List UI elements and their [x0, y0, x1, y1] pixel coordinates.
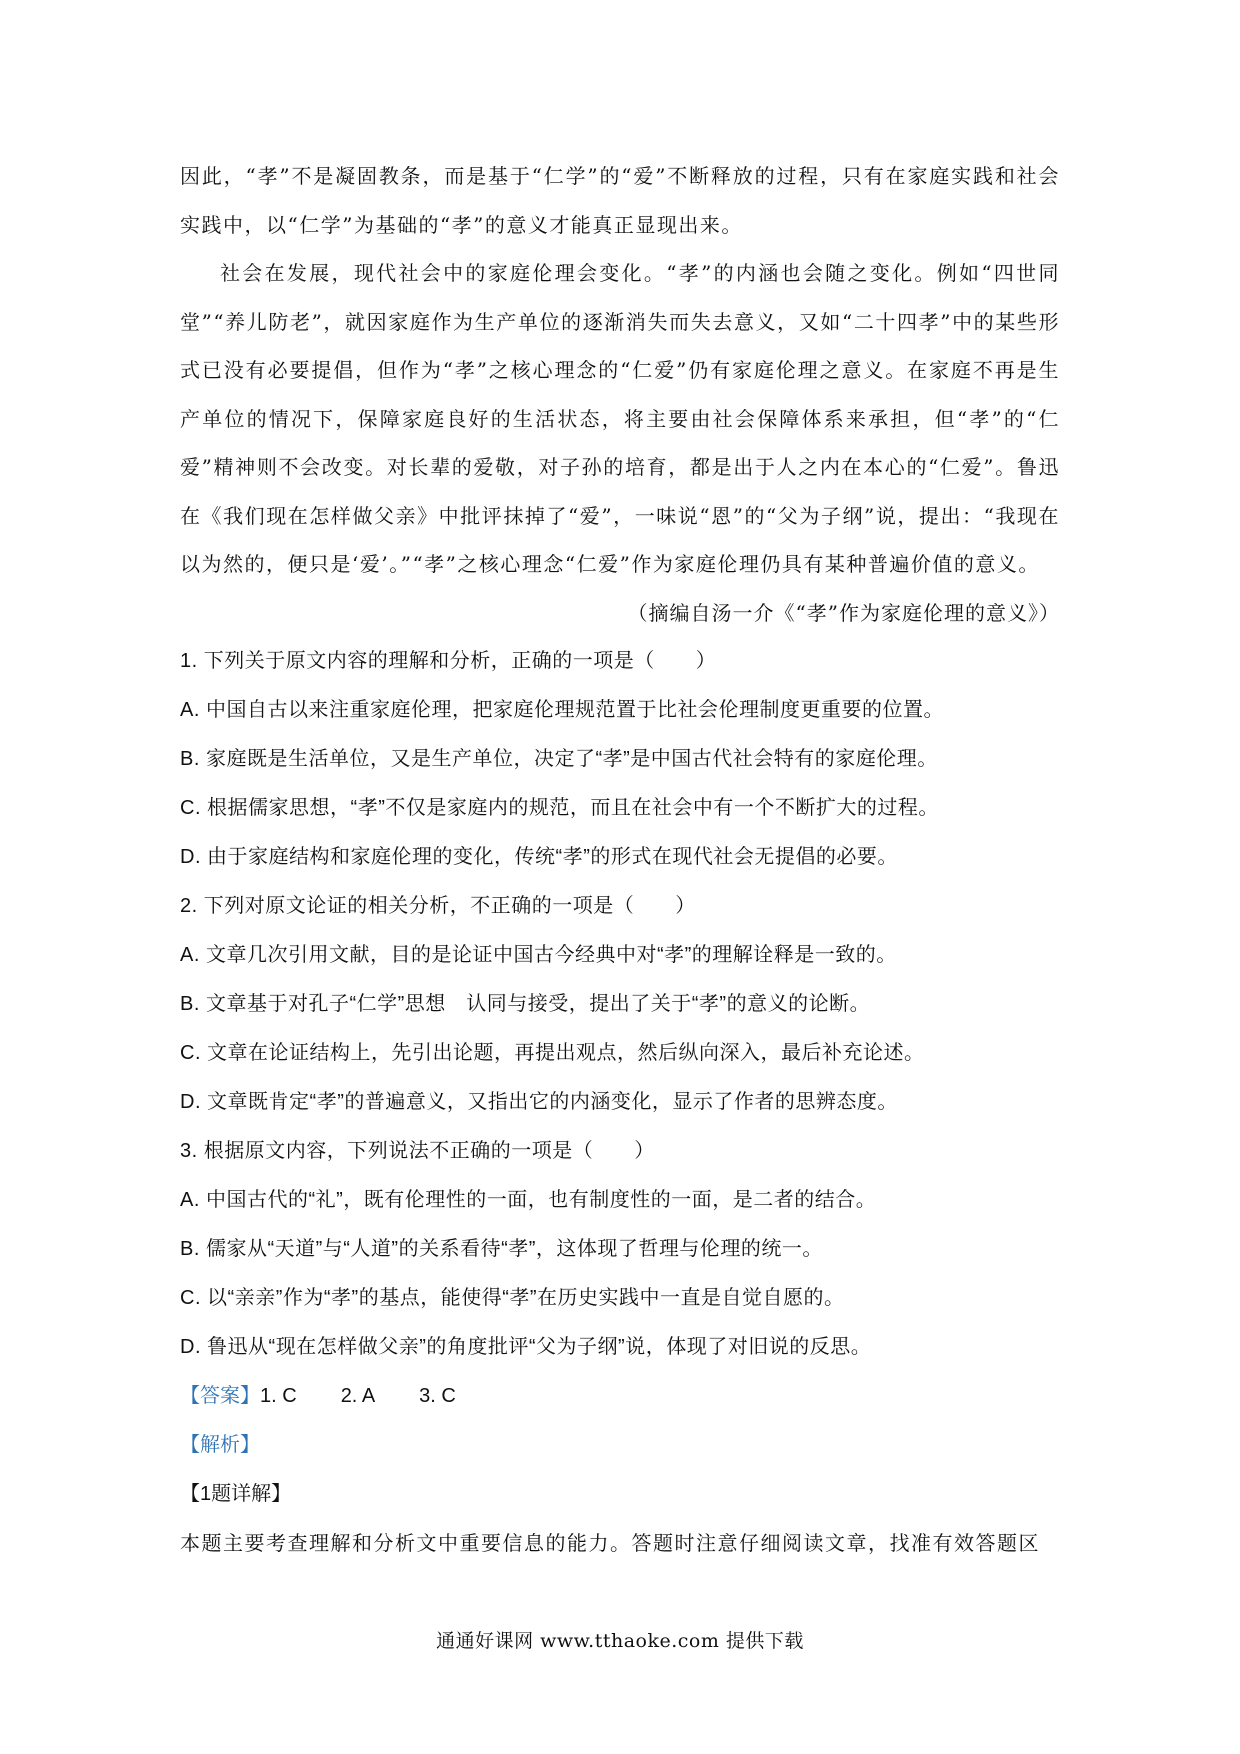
option-d: D. 鲁迅从“现在怎样做父亲”的角度批评“父为子纲”说，体现了对旧说的反思。: [180, 1336, 872, 1358]
option-b: B. 家庭既是生活单位，又是生产单位，决定了“孝”是中国古代社会特有的家庭伦理。: [180, 748, 938, 770]
answer-item-1: 1. C: [260, 1385, 297, 1407]
option-d: D. 文章既肯定“孝”的普遍意义，又指出它的内涵变化，显示了作者的思辨态度。: [180, 1091, 898, 1113]
passage-paragraph-1: 因此，“孝”不是凝固教条，而是基于“仁学”的“爱”不断释放的过程，只有在家庭实践和社会实践中，以“仁学”为基础的“孝”的意义才能真正显现出来。: [180, 164, 1060, 237]
answer-label: 【答案】: [180, 1385, 260, 1407]
detail-text: 本题主要考查理解和分析文中重要信息的能力。答题时注意仔细阅读文章，找准有效答题区: [180, 1531, 1040, 1555]
question-2: [180, 882, 1060, 1127]
page-footer: 通通好课网 www.tthaoke.com 提供下载: [436, 1630, 804, 1652]
option-b: B. 文章基于对孔子“仁学”思想 认同与接受，提出了关于“孝”的意义的论断。: [180, 993, 871, 1015]
passage-paragraph-2: 社会在发展，现代社会中的家庭伦理会变化。“孝”的内涵也会随之变化。例如“四世同堂”“养儿防老”，就因家庭作为生产单位的逐渐消失而失去意义，又如“二十四孝”中的某些形式已没有必要提倡，但作为“孝”之核心理念的“仁爱”仍有家庭伦理之意义。在家庭不再是生产单位的情况下，保障家庭良好的生活状态，将主要由社会保障体系来承担，但“孝”的“仁爱”精神则不会改变。对长辈的爱敬，对子孙的培育，都是出于人之内在本心的“仁爱”。鲁迅在《我们现在怎样做父亲》中批评抹掉了“爱”，一味说“恩”的“父为子纲”说，提出：“我现在以为然的，便只是‘爱’。”“孝”之核心理念“仁爱”作为家庭伦理仍具有某种普遍价值的意义。: [180, 261, 1060, 576]
detail-heading: 【1题详解】: [180, 1483, 292, 1505]
option-c: C. 文章在论证结构上，先引出论题，再提出观点，然后纵向深入，最后补充论述。: [180, 1042, 925, 1064]
question-stem: 3. 根据原文内容，下列说法不正确的一项是（ ）: [180, 1140, 655, 1162]
option-c: C. 根据儒家思想，“孝”不仅是家庭内的规范，而且在社会中有一个不断扩大的过程。: [180, 797, 939, 819]
analysis-label: 【解析】: [180, 1434, 260, 1456]
question-3: [180, 1127, 1060, 1372]
option-a: A. 中国自古以来注重家庭伦理，把家庭伦理规范置于比社会伦理制度更重要的位置。: [180, 699, 944, 721]
answer-line: [180, 1372, 1060, 1421]
option-d: D. 由于家庭结构和家庭伦理的变化，传统“孝”的形式在现代社会无提倡的必要。: [180, 846, 898, 868]
question-stem: 2. 下列对原文论证的相关分析，不正确的一项是（ ）: [180, 895, 696, 917]
answer-item-2: 2. A: [340, 1385, 376, 1407]
passage-source: （摘编自汤一介《“孝”作为家庭伦理的意义》）: [627, 600, 1060, 625]
option-c: C. 以“亲亲”作为“孝”的基点，能使得“孝”在历史实践中一直是自觉自愿的。: [180, 1287, 845, 1309]
option-a: A. 中国古代的“礼”，既有伦理性的一面，也有制度性的一面，是二者的结合。: [180, 1189, 877, 1211]
document-page: [180, 152, 1060, 1568]
question-1: [180, 637, 1060, 882]
answer-item-3: 3. C: [419, 1385, 456, 1407]
option-a: A. 文章几次引用文献，目的是论证中国古今经典中对“孝”的理解诠释是一致的。: [180, 944, 897, 966]
question-stem: 1. 下列关于原文内容的理解和分析，正确的一项是（ ）: [180, 650, 717, 672]
option-b: B. 儒家从“天道”与“人道”的关系看待“孝”，这体现了哲理与伦理的统一。: [180, 1238, 823, 1260]
